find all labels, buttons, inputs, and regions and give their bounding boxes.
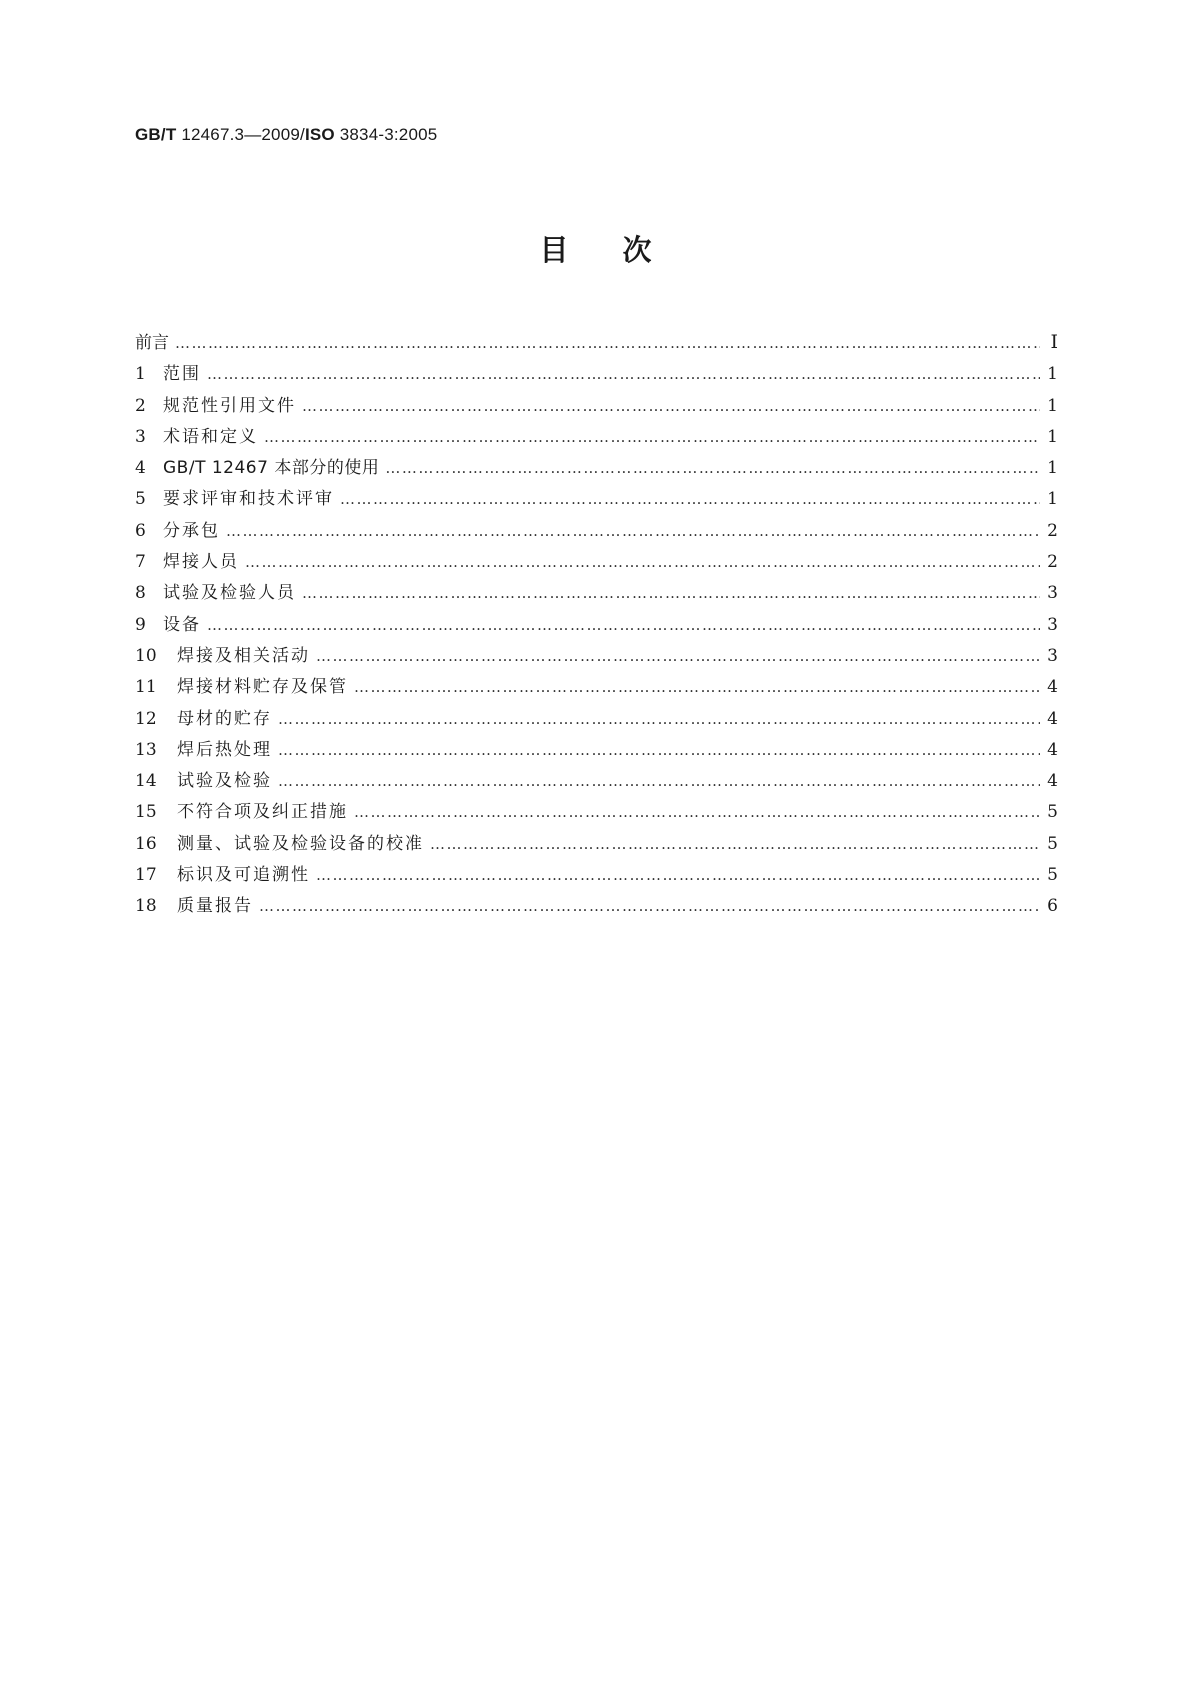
toc-entry-number: 2: [135, 395, 146, 416]
toc-entry-15[interactable]: [135, 797, 1058, 828]
toc-dot-leader: [207, 365, 1040, 383]
toc-entry-11[interactable]: [135, 672, 1058, 703]
toc-entry-label: 试验及检验: [177, 771, 272, 792]
toc-entry-number: 17: [135, 865, 157, 886]
toc-entry-page: 5: [1047, 802, 1058, 823]
standard-number-header: [135, 125, 437, 145]
toc-entry-number: 15: [135, 802, 157, 823]
toc-entry-1[interactable]: [135, 359, 1058, 390]
iso-code-rest: 3834-3:2005: [334, 125, 438, 144]
toc-entry-label: 分承包: [163, 520, 220, 541]
toc-entry-9[interactable]: [135, 610, 1058, 641]
toc-entry-number: 13: [135, 739, 157, 760]
toc-entry-page: 6: [1047, 896, 1058, 917]
toc-dot-leader: [278, 710, 1040, 728]
toc-entry-12[interactable]: [135, 704, 1058, 735]
toc-entry-14[interactable]: [135, 766, 1058, 797]
toc-entry-2[interactable]: [135, 391, 1058, 422]
toc-entry-3[interactable]: [135, 422, 1058, 453]
toc-dot-leader: [245, 553, 1040, 571]
std-code-rest: 12467.3—2009/: [176, 125, 305, 144]
toc-entry-label: 焊后热处理: [177, 739, 272, 760]
toc-entry-label: 术语和定义: [163, 426, 258, 447]
toc-dot-leader: [430, 835, 1040, 853]
toc-entry-number: 12: [135, 708, 157, 729]
toc-dot-leader: [316, 866, 1040, 884]
toc-entry-page: 1: [1047, 395, 1058, 416]
toc-entry-7[interactable]: [135, 547, 1058, 578]
toc-entry-label: 不符合项及纠正措施: [177, 802, 348, 823]
std-code-prefix: GB/T: [135, 125, 177, 144]
toc-entry-page: 1: [1047, 458, 1058, 479]
toc-dot-leader: [340, 490, 1040, 508]
toc-dot-leader: [302, 584, 1040, 602]
toc-entry-label: 标识及可追溯性: [177, 865, 310, 886]
toc-dot-leader: [385, 459, 1040, 477]
toc-entry-4[interactable]: [135, 453, 1058, 484]
toc-entry-label: 规范性引用文件: [163, 395, 296, 416]
toc-entry-number: 8: [135, 583, 146, 604]
toc-dot-leader: [354, 678, 1040, 696]
toc-entry-page: 3: [1047, 583, 1058, 604]
toc-entry-5[interactable]: [135, 484, 1058, 515]
toc-entry-number: 3: [135, 426, 146, 447]
toc-entry-label: GB/T 12467 本部分的使用: [163, 458, 380, 479]
toc-entry-6[interactable]: [135, 516, 1058, 547]
toc-entry-page: 1: [1047, 426, 1058, 447]
toc-entry-label: 要求评审和技术评审: [163, 489, 334, 510]
toc-entry-16[interactable]: [135, 829, 1058, 860]
toc-dot-leader: [354, 803, 1040, 821]
toc-entry-number: 6: [135, 520, 146, 541]
toc-entry-number: 16: [135, 833, 157, 854]
toc-entry-label: 测量、试验及检验设备的校准: [177, 833, 424, 854]
toc-entry-page: 1: [1047, 364, 1058, 385]
toc-entry-17[interactable]: [135, 860, 1058, 891]
toc-entry-number: 9: [135, 614, 146, 635]
toc-entry-page: 2: [1047, 552, 1058, 573]
toc-entry-foreword[interactable]: [135, 328, 1058, 359]
toc-entry-8[interactable]: [135, 578, 1058, 609]
toc-entry-page: 1: [1047, 489, 1058, 510]
toc-entry-page: 4: [1047, 771, 1058, 792]
toc-entry-page: 5: [1047, 865, 1058, 886]
toc-entry-number: 5: [135, 489, 146, 510]
toc-dot-leader: [175, 334, 1040, 352]
toc-entry-label: 母材的贮存: [177, 708, 272, 729]
toc-entry-number: 14: [135, 771, 157, 792]
toc-entry-13[interactable]: [135, 735, 1058, 766]
toc-entry-label: 设备: [163, 614, 201, 635]
toc-entry-label: 质量报告: [177, 896, 253, 917]
toc-entry-label: 范围: [163, 364, 201, 385]
toc-entry-page: 3: [1047, 645, 1058, 666]
toc-entry-label: 前言: [135, 333, 169, 353]
iso-prefix: ISO: [304, 125, 335, 144]
toc-dot-leader: [264, 428, 1040, 446]
toc-entry-18[interactable]: [135, 891, 1058, 922]
toc-entry-label: 焊接材料贮存及保管: [177, 677, 348, 698]
toc-entry-page: 5: [1047, 833, 1058, 854]
toc-entry-number: 7: [135, 552, 146, 573]
toc-entry-label: 试验及检验人员: [163, 583, 296, 604]
toc-entry-10[interactable]: [135, 641, 1058, 672]
toc-entry-page: 2: [1047, 520, 1058, 541]
toc-dot-leader: [302, 397, 1040, 415]
toc-entry-page: 3: [1047, 614, 1058, 635]
page-title: 目次: [539, 233, 706, 267]
toc-dot-leader: [278, 741, 1040, 759]
toc-entry-page: Ⅰ: [1050, 332, 1058, 353]
toc-entry-number: 4: [135, 458, 146, 479]
toc-dot-leader: [278, 772, 1040, 790]
toc-dot-leader: [316, 647, 1040, 665]
toc-entry-number: 10: [135, 645, 157, 666]
toc-entry-number: 18: [135, 896, 157, 917]
toc-entry-page: 4: [1047, 739, 1058, 760]
table-of-contents: [135, 328, 1058, 923]
toc-entry-page: 4: [1047, 708, 1058, 729]
toc-entry-label: 焊接人员: [163, 552, 239, 573]
toc-dot-leader: [207, 616, 1040, 634]
toc-dot-leader: [259, 897, 1040, 915]
toc-entry-number: 1: [135, 364, 146, 385]
toc-entry-page: 4: [1047, 677, 1058, 698]
toc-entry-label: 焊接及相关活动: [177, 645, 310, 666]
toc-dot-leader: [226, 522, 1040, 540]
toc-entry-number: 11: [135, 677, 157, 698]
